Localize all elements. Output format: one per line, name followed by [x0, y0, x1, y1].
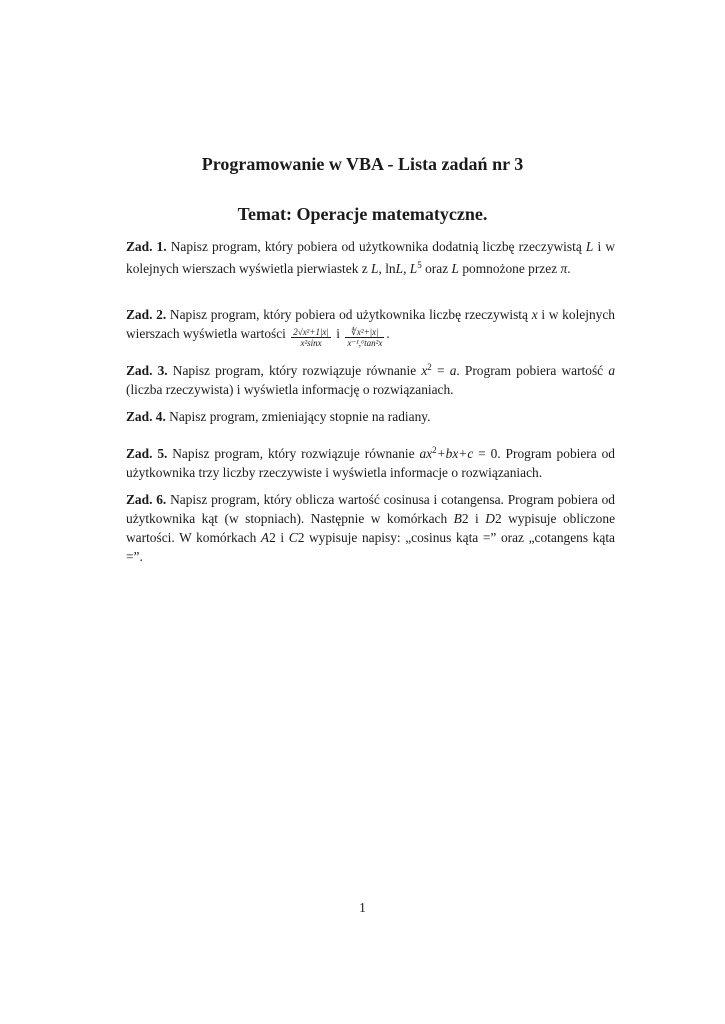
- math-var: A: [260, 530, 270, 545]
- math-var: ax: [419, 446, 433, 461]
- task-1-text: pomnożone przez: [462, 261, 558, 276]
- fraction-2-numerator: ∜x²+|x|: [345, 327, 384, 338]
- task-2-text: i: [336, 326, 340, 341]
- math-var: a: [608, 363, 616, 378]
- math-var: x: [421, 363, 428, 378]
- task-3-text: (liczba rzeczywista) i wyświetla informację o rozwiązaniach.: [126, 382, 454, 397]
- document-title: Programowanie w VBA - Lista zadań nr 3: [201, 154, 524, 174]
- task-6-text: Napisz program, który oblicza wartość cosinusa i cotangensa. Program pobiera od użytkownika kąt (w stopniach). Następnie w komórkach: [126, 492, 615, 526]
- task-1-text: .: [567, 261, 571, 276]
- task-4-text: Napisz program, zmieniający stopnie na radiany.: [169, 409, 431, 424]
- task-6-text: 2 wypisuje napisy: „cosinus kąta =” oraz „cotangens kąta =”.: [126, 530, 615, 564]
- math-var: L: [409, 261, 418, 276]
- task-6-label: Zad. 6.: [126, 492, 167, 507]
- task-6: [126, 490, 615, 566]
- task-2-text: Napisz program, który pobiera od użytkownika liczbę rzeczywistą: [169, 307, 528, 322]
- math-var: D: [485, 511, 495, 526]
- math-operator: =: [436, 363, 445, 378]
- math-exponent: 2: [432, 445, 437, 455]
- task-1-text: ,: [403, 261, 407, 276]
- task-1-label: Zad. 1.: [126, 239, 167, 254]
- math-expression: +bx+c: [436, 446, 474, 461]
- task-2-label: Zad. 2.: [126, 307, 167, 322]
- task-3-label: Zad. 3.: [126, 363, 168, 378]
- math-var: L: [395, 261, 404, 276]
- task-4-label: Zad. 4.: [126, 409, 166, 424]
- document-subtitle: Temat: Operacje matematyczne.: [237, 204, 488, 224]
- task-2-text: i w kolejnych wierszach wyświetla wartości: [126, 307, 615, 341]
- fraction-1-denominator: x²sinx: [300, 338, 322, 348]
- math-var: L: [585, 239, 594, 254]
- math-var: C: [288, 530, 298, 545]
- task-6-text: 2 wypisuje obliczone wartości. W komórkach: [126, 511, 616, 545]
- page-number: 1: [359, 900, 366, 915]
- task-6-text: 2 i: [269, 530, 285, 545]
- math-pi: π: [560, 261, 568, 276]
- math-var: L: [451, 261, 459, 276]
- fraction-2-denominator: x⁻¹,⁶tan²x: [347, 338, 383, 348]
- task-4: [126, 407, 615, 426]
- math-exponent: 2: [427, 362, 432, 372]
- math-var: L: [371, 261, 379, 276]
- task-1-text: , ln: [378, 261, 396, 276]
- task-5-label: Zad. 5.: [126, 446, 168, 461]
- fraction-1: [291, 327, 331, 348]
- task-5-text: Napisz program, który rozwiązuje równanie: [172, 446, 415, 461]
- task-5: [126, 441, 615, 482]
- task-3: [126, 358, 615, 399]
- task-1: [126, 237, 615, 278]
- math-var: a: [449, 363, 457, 378]
- task-3-text: Napisz program, który rozwiązuje równanie: [172, 363, 417, 378]
- task-5-text: = 0. Program pobiera od użytkownika trzy liczby rzeczywiste i wyświetla informacje o rozwiązaniach.: [126, 446, 615, 480]
- task-2-text: .: [386, 326, 390, 341]
- task-1-text: oraz: [425, 261, 449, 276]
- fraction-2: [345, 327, 384, 348]
- math-exponent: 5: [417, 260, 422, 270]
- task-2: [126, 305, 615, 348]
- task-6-text: 2 i: [461, 511, 479, 526]
- math-var: x: [531, 307, 538, 322]
- task-1-text: i w kolejnych wierszach wyświetla pierwiastek z: [126, 239, 615, 276]
- math-var: B: [453, 511, 462, 526]
- task-1-text: Napisz program, który pobiera od użytkownika dodatnią liczbę rzeczywistą: [170, 239, 582, 254]
- fraction-1-numerator: 2√x²+1|x|: [293, 327, 329, 337]
- task-3-text: . Program pobiera wartość: [456, 363, 604, 378]
